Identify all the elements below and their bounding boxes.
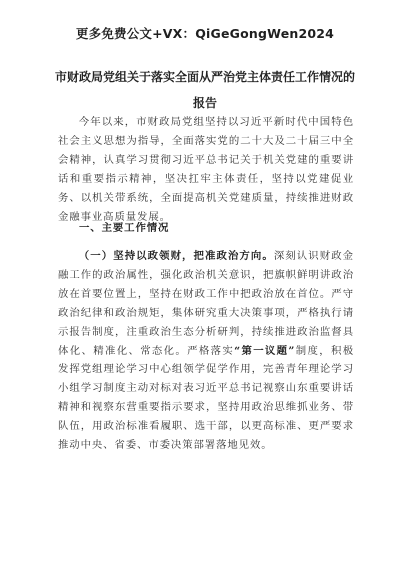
body-text-b: 制度，积极发挥党组理论学习中心组领学促学作用，完善青年理论学习小组学习制度主动对标对表习近平总书记视察山东重要讲话精神和视察东营重要指示要求，坚持用政治思维抓业务、带队伍，用政治标准看履职、选干部，以更高标准、更严要求推动中央、省委、市委决策部署落地见效。 bbox=[58, 344, 355, 452]
subsection-label: （一）坚持以政领财，把准政治方向。 bbox=[78, 250, 274, 262]
promo-banner: 更多免费公文+VX：QiGeGongWen2024 bbox=[75, 26, 335, 41]
intro-paragraph: 今年以来，市财政局党组坚持以习近平新时代中国特色社会主义思想为指导，全面落实党的二十大及二十届三中全会精神，认真学习贯彻习近平总书记关于机关党建的重要讲话和重要指示精神，坚决扛牢主体责任，坚持以党建促业务、以机关带系统，全面提高机关党建质量，持续推进财政金融事业高质量发展。 bbox=[58, 116, 354, 223]
body-text-a: 深刻认识财政金融工作的政治属性，强化政治机关意识，把旗帜鲜明讲政治放在首要位置上，坚持在财政工作中把政治放在首位。严守政治纪律和政治规矩，集体研究重大决策事项，严格执行请示报告制度，注重政治生态分析研判，持续推进政治监督具体化、精准化、常态化。严格落实 bbox=[58, 250, 354, 357]
body-paragraph bbox=[58, 247, 354, 455]
emphasis-text: “第一议题” bbox=[234, 344, 296, 357]
document-title: 市财政局党组关于落实全面从严治党主体责任工作情况的报告 bbox=[54, 70, 355, 110]
section-heading: 一、主要工作情况 bbox=[79, 222, 170, 234]
